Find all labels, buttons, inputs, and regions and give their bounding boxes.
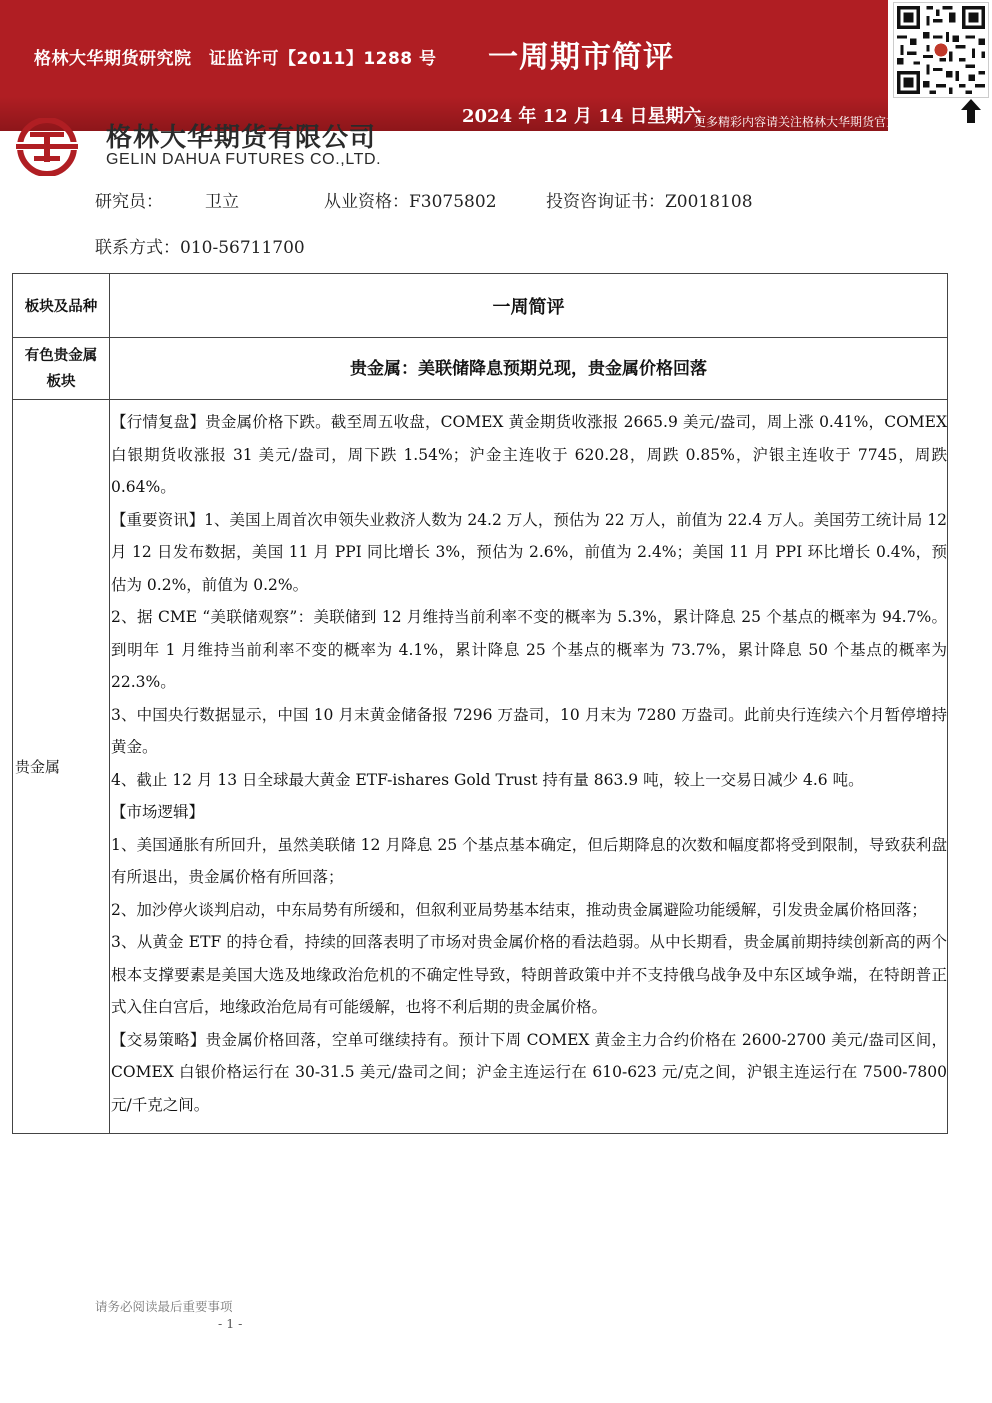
paragraph-news-3: 3、中国央行数据显示，中国 10 月末黄金储备报 7296 万盎司，10 月末为 7280 万盎司。此前央行连续六个月暂停增持黄金。 — [111, 705, 947, 756]
header-category: 板块及品种 — [13, 274, 110, 338]
report-title: 一周期市简评 — [488, 40, 674, 75]
category-name: 贵金属 — [13, 400, 110, 1134]
review-body — [110, 400, 948, 1134]
table-header-row — [13, 274, 948, 338]
researcher-name: 卫立 — [205, 192, 239, 212]
researcher-label: 研究员： — [95, 192, 163, 212]
header-review: 一周简评 — [110, 274, 948, 338]
arrow-up-icon — [960, 98, 982, 124]
company-name-cn: 格林大华期货有限公司 — [106, 123, 377, 153]
paragraph-news-2: 2、据 CME “美联储观察”：美联储到 12 月维持当前利率不变的概率为 5.3%，累计降息 25 个基点的概率为 94.7%。到明年 1 月维持当前利率不变的概率为 4.1%，累计降息 25 个基点的概率为 73.7%，累计降息 50 个基点的概率为 22.3%。 — [111, 608, 947, 691]
paragraph-logic-heading: 【市场逻辑】 — [111, 803, 205, 821]
content-row — [13, 400, 948, 1134]
wechat-notice: 更多精彩内容请关注格林大华期货官方微信 — [694, 115, 923, 129]
paragraph-logic-1: 1、美国通胀有所回升，虽然美联储 12 月降息 25 个基点基本确定，但后期降息的次数和幅度都将受到限制，导致获利盘有所退出，贵金属价格有所回落； — [111, 835, 947, 886]
paragraph-news-1: 【重要资讯】1、美国上周首次申领失业救济人数为 24.2 万人，预估为 22 万人，前值为 22.4 万人。美国劳工统计局 12 月 12 日发布数据，美国 11 月 PPI 同比增长 3%，预估为 2.6%，前值为 2.4%；美国 11 月 PPI 环比增长 0.4%，预估为 0.2%，前值为 0.2%。 — [111, 510, 947, 594]
paragraph-strategy: 【交易策略】贵金属价格回落，空单可继续持有。预计下周 COMEX 黄金主力合约价格在 2600-2700 美元/盎司区间，COMEX 白银价格运行在 30-31.5 美元/盎司之间；沪金主连运行在 610-623 元/克之间，沪银主连运行在 7500-7800 元/千克之间。 — [111, 1030, 947, 1114]
section-title: 贵金属：美联储降息预期兑现，贵金属价格回落 — [110, 338, 948, 400]
section-label-line1: 有色贵金属 — [24, 347, 98, 364]
paragraph-news-4: 4、截止 12 月 13 日全球最大黄金 ETF-ishares Gold Trust 持有量 863.9 吨，较上一交易日减少 4.6 吨。 — [111, 770, 864, 789]
paragraph-market-review: 【行情复盘】贵金属价格下跌。截至周五收盘，COMEX 黄金期货收涨报 2665.9 美元/盎司，周上涨 0.41%，COMEX 白银期货收涨报 31 美元/盎司，周下跌 1.54%；沪金主连收于 620.28，周跌 0.85%，沪银主连收于 7745，周跌 0.64%。 — [111, 413, 947, 496]
license-number: 从业资格：F3075802 — [324, 192, 497, 212]
paragraph-logic-2: 2、加沙停火谈判启动，中东局势有所缓和，但叙利亚局势基本结束，推动贵金属避险功能缓解，引发贵金属价格回落； — [111, 900, 927, 919]
paragraph-logic-3: 3、从黄金 ETF 的持仓看，持续的回落表明了市场对贵金属价格的看法趋弱。从中长期看，贵金属前期持续创新高的两个根本支撑要素是美国大选及地缘政治危机的不确定性导致，特朗普政策中并不支持俄乌战争及中东区域争端，在特朗普正式入住白宫后，地缘政治危局有可能缓解，也将不利后期的贵金属价格。 — [111, 933, 947, 1016]
section-label — [13, 338, 110, 400]
consulting-cert: 投资咨询证书：Z0018108 — [546, 192, 753, 212]
section-label-line2: 板块 — [46, 373, 76, 390]
contact-info: 联系方式：010-56711700 — [95, 238, 305, 258]
institute-license: 格林大华期货研究院 证监许可【2011】1288 号 — [34, 49, 437, 69]
section-row — [13, 338, 948, 400]
qr-code-icon — [893, 2, 989, 98]
company-logo-icon — [14, 118, 80, 176]
footer-disclaimer-note: 请务必阅读最后重要事项 — [95, 1299, 233, 1314]
report-date: 2024 年 12 月 14 日星期六 — [462, 106, 702, 127]
page-number: - 1 - — [218, 1316, 243, 1331]
company-name-en: GELIN DAHUA FUTURES CO.,LTD. — [106, 151, 382, 168]
review-table — [12, 273, 948, 1134]
